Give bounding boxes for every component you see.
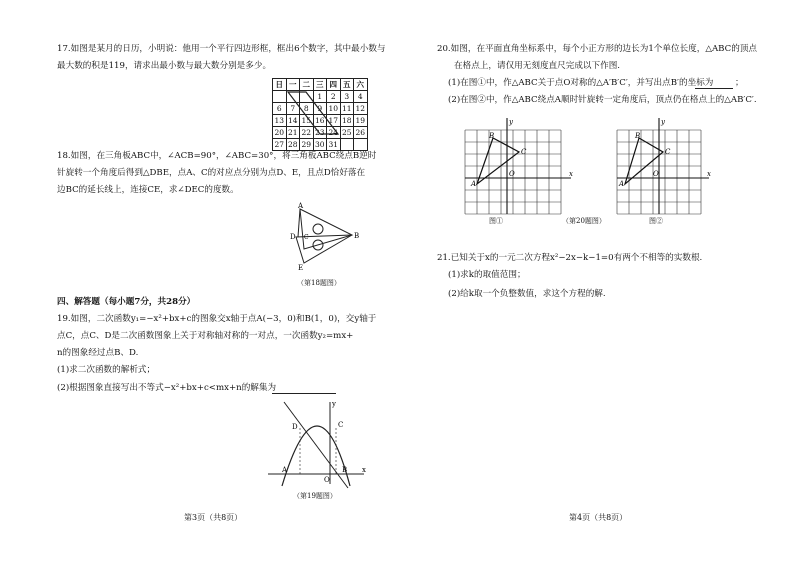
q20-sub1-end: ；	[735, 78, 744, 88]
calendar-cell: 13	[274, 116, 285, 125]
calendar-cell: 14	[287, 116, 298, 125]
fig1-label-c: C	[521, 148, 527, 156]
calendar-cell: 1	[313, 91, 327, 103]
calendar-cell: 8	[300, 103, 314, 115]
calendar-cell: 9	[313, 103, 327, 115]
q19-sub2: (2)根据图象直接写出不等式−x²+bx+c<mx+n的解集为	[57, 383, 277, 393]
right-page-footer: 第4页（共8页）	[569, 513, 628, 522]
q19-label-a: A	[282, 466, 288, 474]
q20-caption: （第20题图）	[562, 217, 606, 225]
q18-line3: 边BC的延长线上，连接CE，求∠DEC的度数。	[57, 185, 239, 195]
fig1-label-o: O	[509, 170, 515, 178]
calendar-header-cell: 二	[300, 79, 314, 91]
calendar-header-cell: 日	[273, 79, 287, 91]
calendar-cell: 30	[314, 140, 325, 149]
q20-line2: 在格点上，请仅用无刻度直尺完成以下作图.	[454, 61, 621, 71]
fig2-label-a: A	[619, 180, 625, 188]
q21-sub2: (2)给k取一个负整数值，求这个方程的解.	[448, 289, 606, 299]
calendar-cell: 31	[328, 140, 339, 149]
q19-label-y: y	[332, 400, 336, 408]
q20-sub1: (1)在图①中，作△ABC关于点O对称的△A′B′C′，并写出点B′的坐标为	[448, 78, 714, 88]
q21-sub1: (1)求k的取值范围；	[448, 270, 526, 280]
q19-graph-figure	[268, 398, 368, 493]
parallelogram-frame-overlay	[272, 78, 372, 148]
q18-label-b: B	[354, 232, 360, 240]
calendar-header-cell: 六	[354, 79, 368, 91]
calendar-header-cell: 四	[327, 79, 341, 91]
calendar-header-cell: 三	[313, 79, 327, 91]
calendar-cell: 12	[355, 104, 366, 113]
q20-sub2: (2)在图②中，作△ABC绕点A顺时针旋转一定角度后，顶点仍在格点上的△AB′C′.	[448, 95, 757, 105]
q18-label-c: C	[304, 234, 309, 241]
q20-line1: 20.如图，在平面直角坐标系中，每个小正方形的边长为1个单位长度，△ABC的顶点	[437, 44, 758, 54]
q19-label-b: B	[342, 466, 348, 474]
calendar-cell: 11	[341, 104, 352, 113]
calendar-cell: 25	[341, 128, 352, 137]
q19-answer-blank	[272, 393, 336, 394]
calendar-cell: 3	[340, 91, 354, 103]
q19-sub1: (1)求二次函数的解析式；	[57, 365, 156, 375]
left-page-footer: 第3页（共8页）	[184, 513, 243, 522]
calendar-cell: 21	[287, 128, 298, 137]
q19-line1: 19.如图，二次函数y₁=−x²+bx+c的图象交x轴于点A(−3，0)和B(1，0)，交y轴于	[57, 314, 377, 324]
fig1-label-a: A	[471, 180, 477, 188]
calendar-cell: 16	[314, 116, 325, 125]
q18-triangle-figure	[282, 203, 362, 273]
q18-label-a: A	[298, 202, 304, 210]
fig2-label-x: x	[707, 170, 711, 178]
calendar-cell: 18	[341, 116, 352, 125]
q18-label-e: E	[298, 264, 304, 272]
q19-label-d: D	[292, 423, 298, 431]
q19-line2: 点C，点C、D是二次函数图象上关于对称轴对称的一对点，一次函数y₂=mx+	[57, 331, 354, 341]
fig2-label-o: O	[653, 170, 659, 178]
calendar-cell: 7	[286, 103, 300, 115]
q18-line2: 针旋转一个角度后得到△DBE，点A、C的对应点分别为点D、E，且点D恰好落在	[57, 168, 366, 178]
fig1-label-b: B	[489, 132, 495, 140]
calendar-cell: 10	[328, 104, 339, 113]
q19-label-x: x	[362, 466, 366, 474]
calendar-cell: 17	[328, 116, 339, 125]
q19-label-o: O	[324, 476, 330, 484]
q17-line2: 最大数的积是119，请求出最小数与最大数分别是多少。	[57, 61, 272, 71]
calendar-cell: 27	[274, 140, 285, 149]
calendar-cell: 23	[314, 128, 325, 137]
q19-label-c: C	[338, 421, 344, 429]
q19-line3: n的图象经过点B、D.	[57, 348, 139, 358]
fig2-label-y: y	[661, 118, 665, 126]
fig2-label-b: B	[635, 132, 641, 140]
calendar-cell: 22	[301, 128, 312, 137]
q20-fig1-label: 图①	[489, 217, 503, 225]
calendar-cell: 26	[355, 128, 366, 137]
q19-caption: （第19题图）	[293, 492, 337, 500]
right-page	[397, 0, 794, 561]
calendar-header-cell: 五	[340, 79, 354, 91]
q20-answer-blank	[695, 88, 733, 89]
q18-label-d: D	[290, 233, 296, 241]
fig1-label-x: x	[569, 170, 573, 178]
fig2-label-c: C	[665, 148, 671, 156]
q20-fig2-label: 图②	[649, 217, 663, 225]
q20-grid-figure-2	[617, 118, 709, 214]
calendar-cell: 20	[274, 128, 285, 137]
calendar-cell: 4	[354, 91, 368, 103]
calendar-cell: 28	[287, 140, 298, 149]
calendar-cell: 2	[327, 91, 341, 103]
q17-line1: 17.如图是某月的日历，小明说：他用一个平行四边形框，框出6个数字，其中最小数与	[57, 44, 386, 54]
calendar-cell: 29	[301, 140, 312, 149]
q18-caption: （第18题图）	[297, 279, 341, 287]
calendar-cell: 24	[328, 128, 339, 137]
fig1-label-y: y	[509, 118, 513, 126]
calendar-header-cell: 一	[286, 79, 300, 91]
q18-line1: 18.如图，在三角板ABC中，∠ACB=90°，∠ABC=30°，将三角板ABC绕点B逆时	[57, 151, 377, 161]
q21-line1: 21.已知关于x的一元二次方程x²−2x−k−1=0有两个不相等的实数根.	[437, 253, 703, 263]
calendar-cell: 19	[355, 116, 366, 125]
q20-grid-figure-1	[465, 118, 571, 214]
calendar-cell: 6	[273, 103, 287, 115]
section-4-heading: 四、解答题（每小题7分，共28分）	[57, 297, 196, 307]
calendar-cell: 15	[301, 116, 312, 125]
